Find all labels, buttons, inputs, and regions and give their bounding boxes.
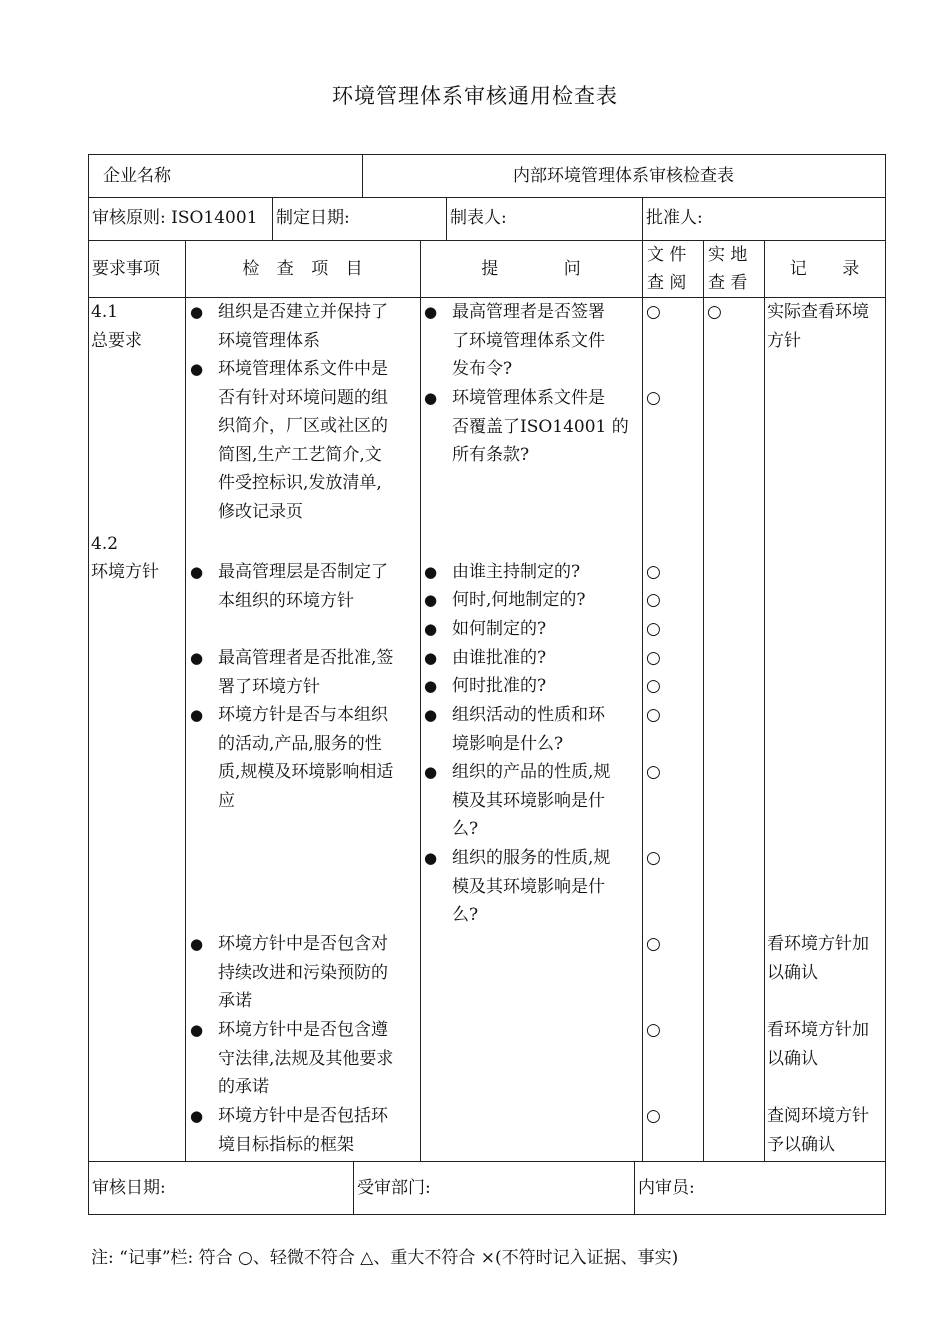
check-item-line: 简图,生产工艺简介,文 xyxy=(218,444,382,465)
conform-mark: ○ xyxy=(646,619,661,639)
bullet-icon: ● xyxy=(190,649,204,667)
conform-mark: ○ xyxy=(646,388,661,408)
check-item-line: 最高管理者是否批准,签 xyxy=(218,648,394,668)
section-name: 总要求 xyxy=(91,331,142,351)
question-line: 发布令? xyxy=(452,359,513,380)
bullet-icon: ● xyxy=(424,563,438,581)
author-label: 制表人: xyxy=(450,208,507,228)
conform-mark: ○ xyxy=(646,1020,661,1040)
check-item-line: 最高管理层是否制定了 xyxy=(218,562,388,582)
check-item-line: 质,规模及环境影响相适 xyxy=(218,762,394,783)
check-item-line: 环境方针中是否包括环 xyxy=(218,1106,388,1126)
approver-label: 批准人: xyxy=(646,208,703,228)
company-name-label: 企业名称 xyxy=(103,166,171,186)
bullet-icon: ● xyxy=(424,649,438,667)
form-title: 内部环境管理体系审核检查表 xyxy=(513,166,734,186)
check-item-line: 环境方针中是否包含对 xyxy=(218,934,388,954)
col-question: 提 问 xyxy=(481,259,581,279)
bullet-icon: ● xyxy=(424,620,438,638)
question-line: 组织活动的性质和环 xyxy=(452,705,605,725)
bullet-icon: ● xyxy=(190,360,204,378)
conform-mark: ○ xyxy=(646,848,661,868)
bullet-icon: ● xyxy=(424,303,438,321)
col-doc-review-2: 查 阅 xyxy=(647,273,687,293)
check-item-line: 承诺 xyxy=(218,991,252,1012)
question-line: 所有条款? xyxy=(452,445,530,466)
section-name: 环境方针 xyxy=(91,562,159,582)
col-check: 检 查 项 目 xyxy=(242,259,363,279)
bullet-icon: ● xyxy=(190,303,204,321)
bullet-icon: ● xyxy=(424,706,438,724)
conform-mark: ○ xyxy=(646,648,661,668)
audit-date-label: 审核日期: xyxy=(92,1178,166,1198)
conform-mark: ○ xyxy=(646,1106,661,1126)
conform-mark: ○ xyxy=(646,705,661,725)
conform-mark: ○ xyxy=(646,676,661,696)
check-item-line: 修改记录页 xyxy=(218,502,303,522)
question-line: 么? xyxy=(452,905,479,926)
auditor-label: 内审员: xyxy=(638,1178,695,1198)
check-item-line: 环境方针中是否包含遵 xyxy=(218,1020,388,1040)
bullet-icon: ● xyxy=(190,1107,204,1125)
conform-mark: ○ xyxy=(646,762,661,782)
check-item-line: 件受控标识,发放清单, xyxy=(218,473,382,494)
bullet-icon: ● xyxy=(190,935,204,953)
record-line: 实际查看环境 xyxy=(767,302,869,322)
check-item-line: 持续改进和污染预防的 xyxy=(218,962,388,983)
question-line: 组织的服务的性质,规 xyxy=(452,848,611,868)
record-line: 看环境方针加 xyxy=(767,1020,869,1040)
check-item-line: 境目标指标的框架 xyxy=(218,1134,354,1155)
record-line: 以确认 xyxy=(767,962,818,983)
bullet-icon: ● xyxy=(424,591,438,609)
question-line: 环境管理体系文件是 xyxy=(452,388,605,408)
bullet-icon: ● xyxy=(424,677,438,695)
check-item-line: 的承诺 xyxy=(218,1077,269,1098)
site-check-mark: ○ xyxy=(707,302,722,322)
audit-principle: 审核原则: ISO14001 xyxy=(92,208,258,228)
check-item-line: 守法律,法规及其他要求 xyxy=(218,1048,394,1069)
question-line: 模及其环境影响是什 xyxy=(452,790,605,811)
check-item-line: 组织是否建立并保持了 xyxy=(218,302,388,322)
record-line: 予以确认 xyxy=(767,1134,835,1155)
record-line: 看环境方针加 xyxy=(767,934,869,954)
question-line: 由谁主持制定的? xyxy=(452,562,581,582)
check-item-line: 否有针对环境问题的组 xyxy=(218,387,388,408)
question-line: 境影响是什么? xyxy=(452,733,564,754)
col-requirement: 要求事项 xyxy=(92,259,160,279)
question-line: 么? xyxy=(452,819,479,840)
col-site-2: 查 看 xyxy=(708,273,748,293)
bullet-icon: ● xyxy=(424,389,438,407)
record-line: 方针 xyxy=(767,330,801,351)
bullet-icon: ● xyxy=(190,1021,204,1039)
question-line: 何时,何地制定的? xyxy=(452,590,586,610)
check-item-line: 环境管理体系文件中是 xyxy=(218,359,388,379)
conform-mark: ○ xyxy=(646,934,661,954)
check-item-line: 环境管理体系 xyxy=(218,330,320,351)
conform-mark: ○ xyxy=(646,302,661,322)
question-line: 否覆盖了ISO14001 的 xyxy=(452,416,629,437)
check-item-line: 环境方针是否与本组织 xyxy=(218,705,388,725)
question-line: 模及其环境影响是什 xyxy=(452,876,605,897)
section-code: 4.2 xyxy=(91,534,119,554)
question-line: 何时批准的? xyxy=(452,676,547,696)
page-title: 环境管理体系审核通用检查表 xyxy=(332,84,618,108)
check-item-line: 署了环境方针 xyxy=(218,676,320,697)
bullet-icon: ● xyxy=(190,706,204,724)
check-item-line: 的活动,产品,服务的性 xyxy=(218,733,382,754)
footnote: 注: “记事”栏: 符合 ○、轻微不符合 △、重大不符合 ×(不符时记入证据、事实) xyxy=(91,1248,679,1268)
check-item-line: 织简介，厂区或社区的 xyxy=(218,416,388,437)
bullet-icon: ● xyxy=(190,563,204,581)
section-code: 4.1 xyxy=(91,302,119,322)
conform-mark: ○ xyxy=(646,562,661,582)
bullet-icon: ● xyxy=(424,849,438,867)
conform-mark: ○ xyxy=(646,590,661,610)
question-line: 如何制定的? xyxy=(452,619,547,639)
col-site-1: 实 地 xyxy=(708,245,748,265)
col-record: 记 录 xyxy=(789,259,860,279)
record-line: 以确认 xyxy=(767,1048,818,1069)
question-line: 由谁批准的? xyxy=(452,648,547,668)
date-label: 制定日期: xyxy=(276,208,350,228)
bullet-icon: ● xyxy=(424,763,438,781)
check-item-line: 本组织的环境方针 xyxy=(218,590,354,611)
col-doc-review-1: 文 件 xyxy=(647,245,687,265)
record-line: 查阅环境方针 xyxy=(767,1106,869,1126)
check-item-line: 应 xyxy=(218,790,235,811)
question-line: 组织的产品的性质,规 xyxy=(452,762,611,782)
question-line: 最高管理者是否签署 xyxy=(452,302,605,322)
audited-dept-label: 受审部门: xyxy=(357,1178,431,1198)
question-line: 了环境管理体系文件 xyxy=(452,330,605,351)
